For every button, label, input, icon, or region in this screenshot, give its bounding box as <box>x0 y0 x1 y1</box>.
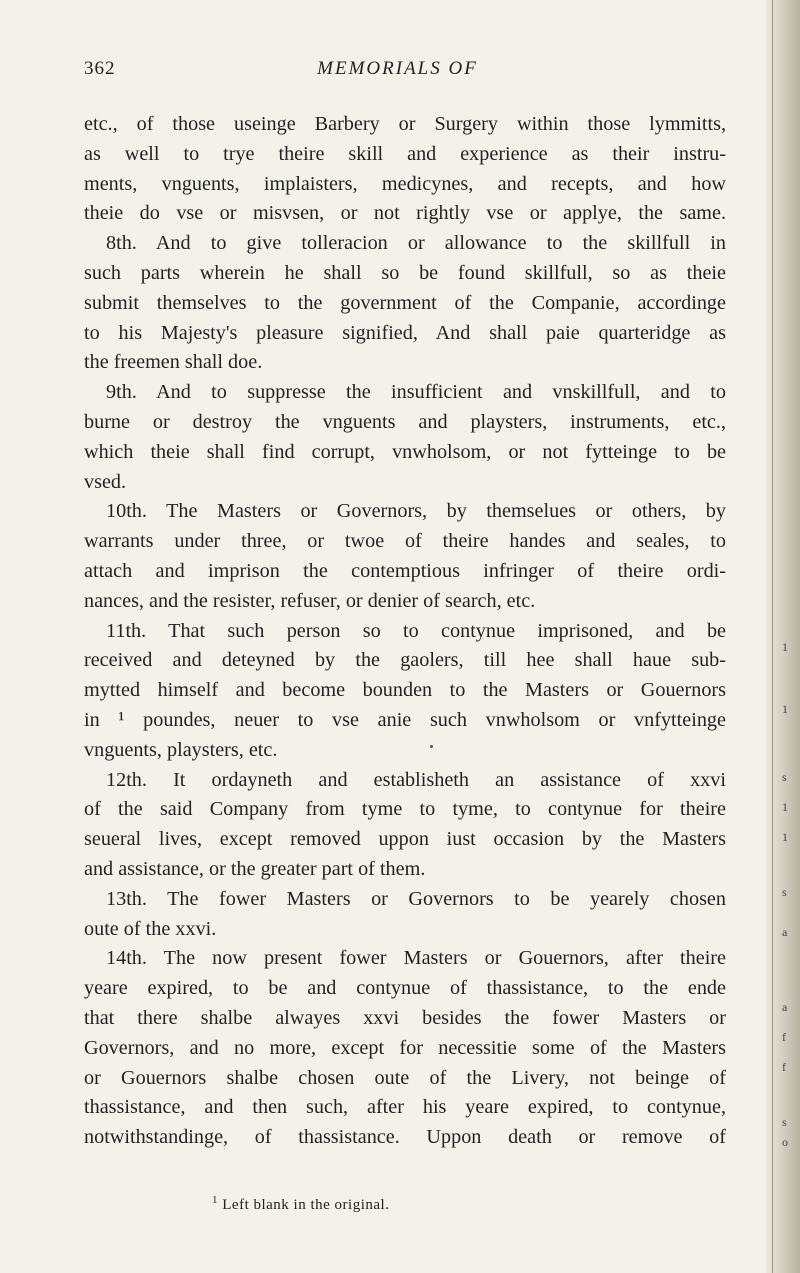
text-line: warrants under three, or twoe of theire handes and seales, to <box>84 530 726 553</box>
text-line: seueral lives, except removed uppon iust occasion by the Masters <box>84 828 726 851</box>
page-number: 362 <box>84 58 116 79</box>
footnote <box>212 1194 389 1214</box>
edge-glyph: 1 <box>782 640 788 654</box>
text-line: 10th. The Masters or Governors, by themselues or others, by <box>106 500 726 523</box>
text-line: 13th. The fower Masters or Governors to be yearely chosen <box>106 887 726 910</box>
text-line: or Gouernors shalbe chosen oute of the Livery, not beinge of <box>84 1066 726 1089</box>
footnote-marker: 1 <box>212 1194 218 1206</box>
text-line: mytted himself and become bounden to the Masters or Gouernors <box>84 679 726 702</box>
footnote-text: Left blank in the original. <box>222 1197 390 1213</box>
text-line: and assistance, or the greater part of them. <box>84 857 426 880</box>
running-title: MEMORIALS OF <box>317 58 478 79</box>
text-line: that there shalbe alwayes xxvi besides the fower Masters or <box>84 1006 726 1029</box>
edge-glyph: 1 <box>782 702 788 716</box>
edge-glyph: 1 <box>782 830 788 844</box>
text-line: oute of the xxvi. <box>84 917 217 940</box>
stray-ink-dot <box>430 745 433 748</box>
text-line: 9th. And to suppresse the insufficient and vnskillfull, and to <box>106 381 726 404</box>
text-line: yeare expired, to be and contynue of thassistance, to the ende <box>84 977 726 1000</box>
text-line: thassistance, and then such, after his yeare expired, to contynue, <box>84 1096 726 1119</box>
edge-glyph: a <box>782 925 788 939</box>
text-line: attach and imprison the contemptious infringer of theire ordi- <box>84 559 726 582</box>
text-line: 11th. That such person so to contynue imprisoned, and be <box>106 619 726 642</box>
facing-page-edge <box>766 0 800 1273</box>
text-line: the freemen shall doe. <box>84 351 263 374</box>
text-line: as well to trye theire skill and experience as their instru- <box>84 142 726 165</box>
text-line: of the said Company from tyme to tyme, to contynue for theire <box>84 798 726 821</box>
text-line: 12th. It ordayneth and establisheth an assistance of xxvi <box>106 768 726 791</box>
text-line: submit themselves to the government of the Companie, accordinge <box>84 291 726 314</box>
text-line: which theie shall find corrupt, vnwholsom, or not fytteinge to be <box>84 440 726 463</box>
text-line: burne or destroy the vnguents and playsters, instruments, etc., <box>84 410 726 433</box>
text-line: 14th. The now present fower Masters or Gouernors, after theire <box>106 947 726 970</box>
edge-glyph: s <box>782 770 787 784</box>
text-line: vnguents, playsters, etc. <box>84 738 278 761</box>
edge-glyph: 1 <box>782 800 788 814</box>
text-line: Governors, and no more, except for necessitie some of the Masters <box>84 1036 726 1059</box>
text-line: ments, vnguents, implaisters, medicynes, and recepts, and how <box>84 172 726 195</box>
text-line: theie do vse or misvsen, or not rightly vse or applye, the same. <box>84 202 726 225</box>
body-text <box>84 110 726 1153</box>
text-line: etc., of those useinge Barbery or Surgery within those lymmitts, <box>84 113 726 135</box>
text-line: notwithstandinge, of thassistance. Uppon death or remove of <box>84 1126 726 1149</box>
edge-glyph: a <box>782 1000 788 1014</box>
text-line: received and deteyned by the gaolers, till hee shall haue sub- <box>84 649 726 672</box>
edge-glyph: s <box>782 885 787 899</box>
text-line: nances, and the resister, refuser, or denier of search, etc. <box>84 589 536 612</box>
edge-glyph: o <box>782 1135 788 1149</box>
text-line: vsed. <box>84 470 127 493</box>
edge-glyph: f <box>782 1060 786 1074</box>
text-line: such parts wherein he shall so be found skillfull, so as theie <box>84 261 726 284</box>
text-line: 8th. And to give tolleracion or allowance to the skillfull in <box>106 232 726 255</box>
text-line: to his Majesty's pleasure signified, And shall paie quarteridge as <box>84 321 726 344</box>
page-header <box>70 58 725 88</box>
text-line: in ¹ poundes, neuer to vse anie such vnwholsom or vnfytteinge <box>84 708 726 731</box>
edge-glyph: s <box>782 1115 787 1129</box>
edge-glyph: f <box>782 1030 786 1044</box>
